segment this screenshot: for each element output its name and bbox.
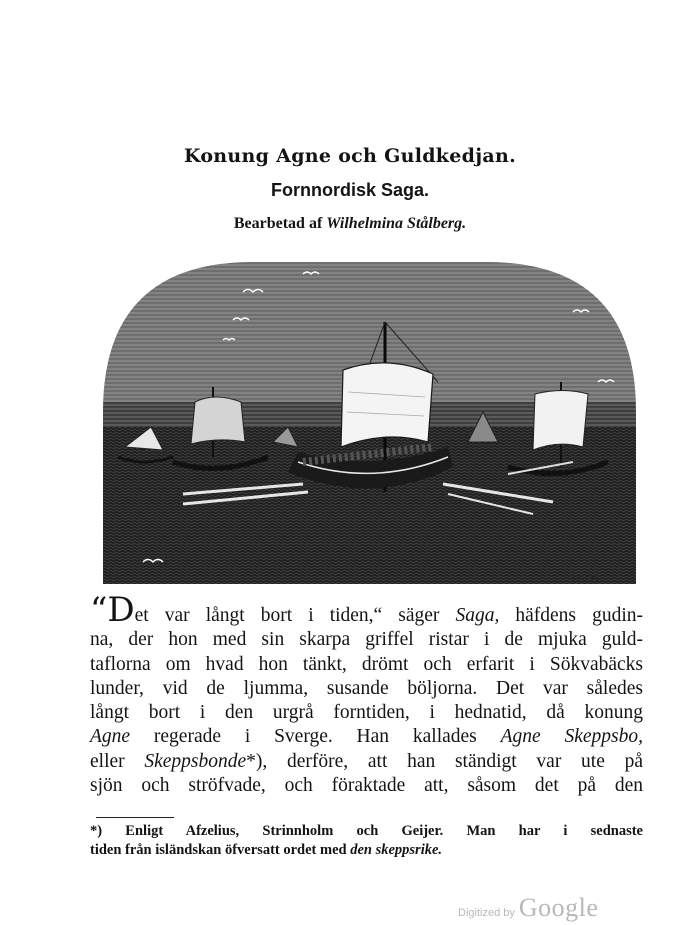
footnote-line (90, 841, 643, 860)
body-text: *), derföre, att han ständigt var ute på (246, 750, 643, 772)
body-text: eller (90, 750, 145, 772)
body-text: Agne (90, 726, 131, 748)
footnote-line (90, 822, 643, 841)
illustration-signature-left: S.H. (109, 574, 122, 582)
body-paragraph (90, 590, 644, 798)
body-text: regerade i Sverge. Han kallades (130, 726, 501, 748)
illustration-signature-right: LR.T. SC. (573, 574, 602, 582)
body-line (90, 774, 643, 798)
body-text: sjön och ströfvade, och föraktade att, såsom det på den (90, 775, 643, 797)
body-line (90, 677, 643, 701)
watermark-prefix: Digitized by (458, 907, 515, 919)
body-text: na, der hon med sin skarpa griffel ristar i de mjuka guld- (90, 629, 643, 651)
body-text: häfdens gudin- (499, 605, 643, 626)
footnote-text: *) Enligt Afzelius, Strinnholm och Geijer. Man har i sednaste (90, 823, 643, 839)
dropcap: “D (90, 590, 135, 630)
body-text: et var långt bort i tiden,“ säger (134, 605, 456, 626)
body-line (90, 628, 643, 652)
body-line (90, 725, 643, 749)
page-subtitle: Fornnordisk Saga. (270, 180, 430, 200)
google-logo: Google (518, 893, 599, 922)
body-text: Skeppsbonde (144, 750, 247, 772)
byline-author: Wilhelmina Stålberg. (326, 215, 467, 232)
viking-ships-illustration (103, 262, 636, 584)
footnote-text: den skeppsrike. (350, 842, 443, 858)
body-text: lunder, vid de ljumma, susande böljorna. Det var således (90, 677, 643, 699)
body-line (90, 750, 643, 774)
body-text: taflorna om hvad hon tänkt, drömt och erfarit i Sökvabäcks (90, 653, 643, 675)
footnote-text: tiden från isländskan öfversatt ordet med (90, 842, 351, 858)
footnote-divider (96, 817, 174, 818)
byline (0, 215, 700, 233)
body-line (90, 590, 643, 630)
body-text: långt bort i den urgrå forntiden, i hednatid, då konung (90, 702, 643, 724)
body-line (90, 701, 643, 725)
body-text: Saga, (455, 605, 500, 626)
google-watermark (458, 893, 598, 923)
byline-prefix: Bearbetad af (233, 215, 323, 232)
body-line (90, 653, 643, 677)
footnote (90, 822, 643, 860)
body-text: Agne Skeppsbo, (500, 726, 644, 748)
page-title: Konung Agne och Guldkedjan. (183, 145, 517, 167)
